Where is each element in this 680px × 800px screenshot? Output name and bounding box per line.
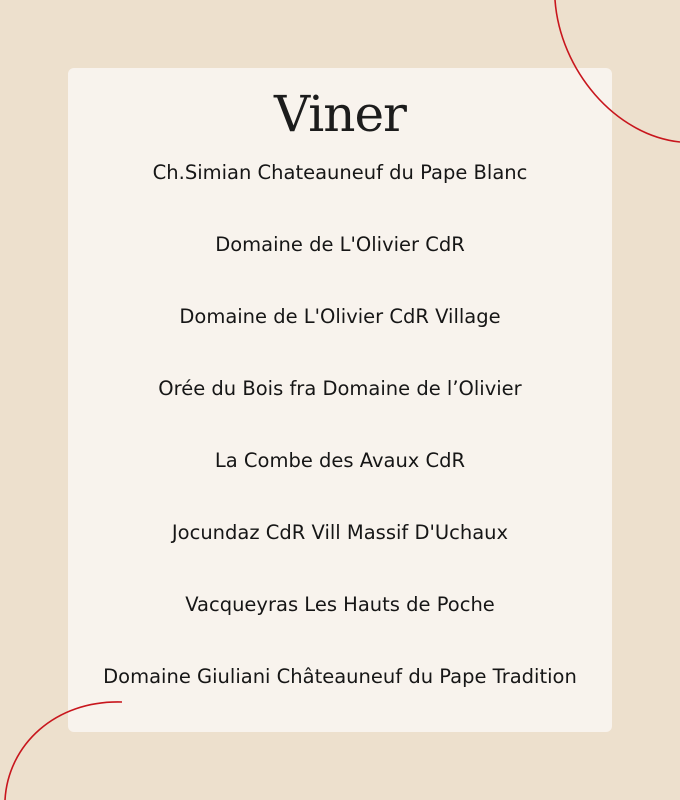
wine-item: Ch.Simian Chateauneuf du Pape Blanc: [152, 161, 528, 184]
wine-item: Orée du Bois fra Domaine de l’Olivier: [158, 377, 522, 400]
wine-item: Domaine Giuliani Châteauneuf du Pape Tradition: [103, 665, 577, 688]
wine-item: Domaine de L'Olivier CdR: [215, 233, 465, 256]
page-title: Viner: [274, 85, 406, 143]
wine-item: La Combe des Avaux CdR: [214, 449, 466, 472]
wine-item: Domaine de L'Olivier CdR Village: [179, 305, 501, 328]
wine-item: Vacqueyras Les Hauts de Poche: [185, 593, 495, 616]
wine-item: Jocundaz CdR Vill Massif D'Uchaux: [171, 521, 509, 544]
